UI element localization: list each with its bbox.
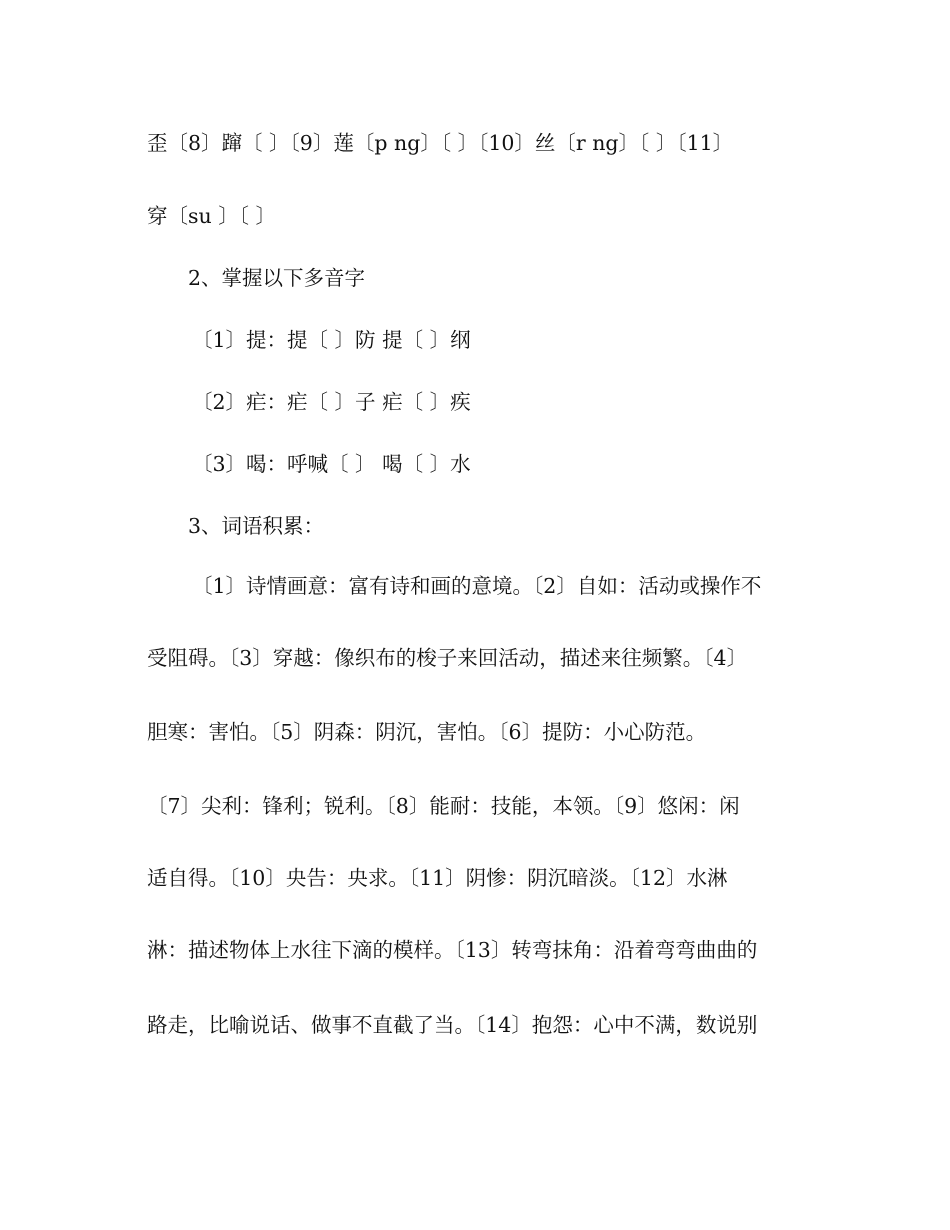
vocabulary-paragraph-line: 适自得。〔10〕央告：央求。〔11〕阴惨：阴沉暗淡。〔12〕水淋 — [147, 866, 728, 890]
text-line-pinyin-end: 穿〔su 〕〔 〕 — [147, 204, 277, 228]
polyphonic-item-2: 〔2〕疟：疟〔 〕子 疟〔 〕疾 — [192, 390, 471, 414]
section-heading-polyphonic: 2、掌握以下多音字 — [188, 266, 366, 290]
vocabulary-paragraph-line: 〔1〕诗情画意：富有诗和画的意境。〔2〕自如：活动或操作不 — [192, 574, 762, 598]
vocabulary-paragraph-line: 路走，比喻说话、做事不直截了当。〔14〕抱怨：心中不满，数说别 — [147, 1013, 758, 1037]
vocabulary-paragraph-line: 受阻碍。〔3〕穿越：像织布的梭子来回活动，描述来往频繁。〔4〕 — [147, 646, 748, 670]
text-line-pinyin-continuation: 歪〔8〕蹿〔 〕〔9〕莲〔p ng〕〔 〕〔10〕丝〔r ng〕〔 〕〔11〕 — [147, 131, 734, 155]
polyphonic-item-1: 〔1〕提：提〔 〕防 提〔 〕纲 — [192, 328, 471, 352]
vocabulary-paragraph-line: 淋：描述物体上水往下滴的模样。〔13〕转弯抹角：沿着弯弯曲曲的 — [147, 938, 758, 962]
vocabulary-paragraph-line: 〔7〕尖利：锋利；锐利。〔8〕能耐：技能，本领。〔9〕悠闲：闲 — [147, 794, 740, 818]
polyphonic-item-3: 〔3〕喝：呼喊〔 〕 喝〔 〕水 — [192, 452, 471, 476]
vocabulary-paragraph-line: 胆寒：害怕。〔5〕阴森：阴沉，害怕。〔6〕提防：小心防范。 — [147, 720, 707, 744]
section-heading-vocabulary: 3、词语积累： — [188, 514, 325, 538]
